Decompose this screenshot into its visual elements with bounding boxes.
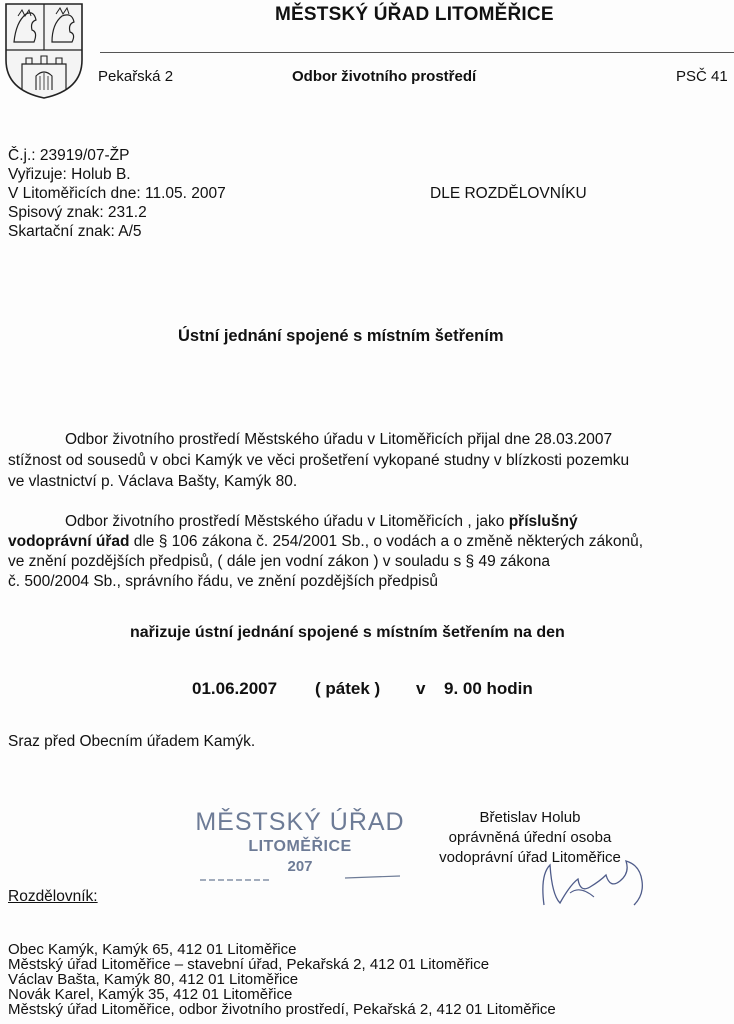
handwritten-signature-icon: [530, 835, 655, 915]
order-statement: nařizuje ústní jednání spojené s místním šetřením na den: [130, 624, 565, 641]
meeting-time: 9. 00 hodin: [444, 679, 533, 698]
office-street: Pekařská 2: [98, 68, 174, 85]
para2-line2-bold: vodoprávní úřad: [8, 533, 130, 550]
distribution-item: Novák Karel, Kamýk 35, 412 01 Litoměřice: [8, 986, 293, 1003]
para2-line4: č. 500/2004 Sb., správního řádu, ve znění pozdějších předpisů: [8, 573, 438, 590]
para2-line3: ve znění pozdějších předpisů, ( dále jen vodní zákon ) v souladu s § 49 zákona: [8, 553, 550, 570]
distribution-item: Václav Bašta, Kamýk 80, 412 01 Litoměřice: [8, 971, 299, 988]
reference-number: Č.j.: 23919/07-ŽP: [8, 147, 130, 164]
document-date: V Litoměřicích dne: 11.05. 2007: [8, 185, 226, 202]
para1-line3: ve vlastnictví p. Václava Bašty, Kamýk 80.: [8, 473, 298, 490]
office-name: MĚSTSKÝ ÚŘAD LITOMĚŘICE: [275, 4, 554, 25]
para2-line1: [65, 512, 578, 532]
signatory-name: Břetislav Holub: [479, 809, 581, 826]
para2-line2-text: dle § 106 zákona č. 254/2001 Sb., o vodách a o změně některých zákonů,: [129, 533, 644, 550]
para2-line1-text: Odbor životního prostředí Městského úřadu v Litoměřicích , jako: [65, 513, 509, 530]
para2-line2: [8, 532, 643, 552]
para1-line1: Odbor životního prostředí Městského úřadu v Litoměřicích přijal dne 28.03.2007: [65, 431, 613, 448]
recipient-line: DLE ROZDĚLOVNÍKU: [430, 185, 587, 202]
distribution-label: Rozdělovník:: [8, 888, 98, 905]
header-rule: [100, 52, 734, 53]
meeting-place: Sraz před Obecním úřadem Kamýk.: [8, 733, 256, 750]
para2-line1-bold: příslušný: [508, 513, 578, 530]
stamp-line3: 207: [287, 858, 313, 875]
department-name: Odbor životního prostředí: [292, 68, 477, 85]
para1-line2: stížnost od sousedů v obci Kamýk ve věci prošetření vykopané studny v blízkosti pozemku: [8, 452, 630, 469]
distribution-item: Obec Kamýk, Kamýk 65, 412 01 Litoměřice: [8, 941, 297, 958]
meeting-date: 01.06.2007: [192, 679, 278, 698]
distribution-list: [8, 942, 556, 1017]
stamp-line2: LITOMĚŘICE: [248, 838, 352, 855]
signatory-authority: vodoprávní úřad Litoměřice: [439, 849, 621, 866]
stamp-rule-icon: [195, 868, 405, 888]
handled-by: Vyřizuje: Holub B.: [8, 166, 131, 183]
stamp-line1: MĚSTSKÝ ÚŘAD: [195, 808, 405, 836]
meeting-at: v: [416, 679, 426, 698]
meeting-day: ( pátek ): [315, 679, 381, 698]
distribution-item: Městský úřad Litoměřice, odbor životního prostředí, Pekařská 2, 412 01 Litoměřice: [8, 1001, 556, 1018]
distribution-item: Městský úřad Litoměřice – stavební úřad, Pekařská 2, 412 01 Litoměřice: [8, 956, 490, 973]
city-crest-icon: [4, 2, 84, 100]
file-mark: Spisový znak: 231.2: [8, 204, 147, 221]
document-title: Ústní jednání spojené s místním šetřením: [178, 327, 504, 345]
postal-code: PSČ 41: [676, 68, 728, 85]
shredding-mark: Skartační znak: A/5: [8, 223, 142, 240]
signatory-role: oprávněná úřední osoba: [448, 829, 612, 846]
